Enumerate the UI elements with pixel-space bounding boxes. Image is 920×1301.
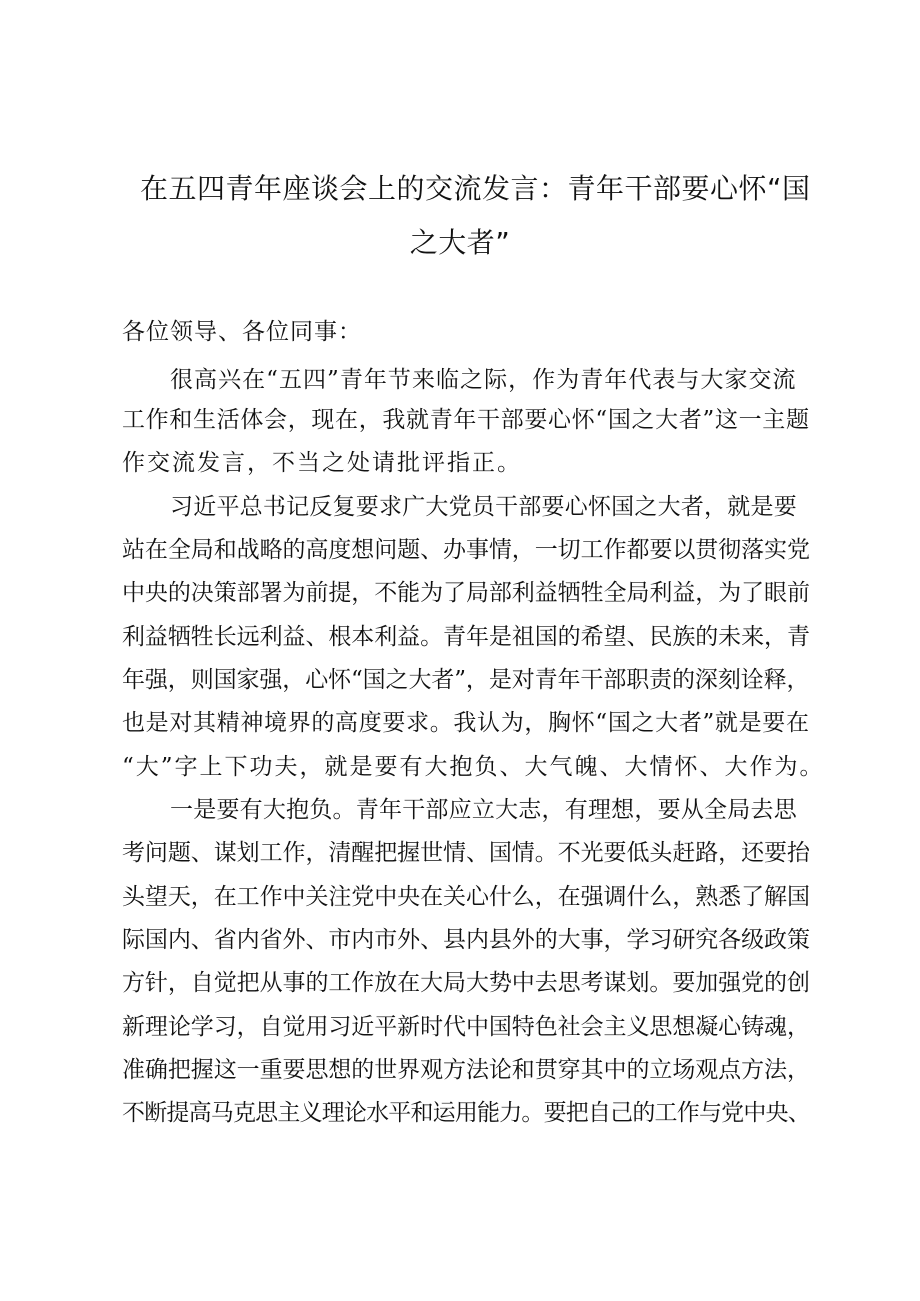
paragraph-2-line-4: 利益牺牲长远利益、根本利益。青年是祖国的希望、民族的未来，青 [122,624,810,650]
paragraph-3-line-5: 方针，自觉把从事的工作放在大局大势中去思考谋划。要加强党的创 [122,970,810,996]
paragraph-3-line-3: 头望天，在工作中关注党中央在关心什么，在强调什么，熟悉了解国 [122,884,810,910]
document-title-line-1: 在五四青年座谈会上的交流发言：青年干部要心怀“国 [140,172,811,205]
paragraph-3-line-1: 一是要有大抱负。青年干部应立大志，有理想，要从全局去思 [170,797,797,823]
salutation: 各位领导、各位同事： [122,319,362,345]
paragraph-3-line-4: 际国内、省内省外、市内市外、县内县外的大事，学习研究各级政策 [122,927,810,953]
paragraph-1-line-3: 作交流发言，不当之处请批评指正。 [122,450,522,476]
paragraph-3-line-6: 新理论学习，自觉用习近平新时代中国特色社会主义思想凝心铸魂， [122,1014,810,1040]
paragraph-2-line-5: 年强，则国家强，心怀“国之大者”，是对青年干部职责的深刻诠释， [122,667,810,693]
paragraph-2-line-2: 站在全局和战略的高度想问题、办事情，一切工作都要以贯彻落实党 [122,537,810,563]
paragraph-2-line-6: 也是对其精神境界的高度要求。我认为，胸怀“国之大者”就是要在 [122,710,810,736]
paragraph-2-line-7: “大”字上下功夫，就是要有大抱负、大气魄、大情怀、大作为。 [122,754,825,780]
document-title-line-2: 之大者” [409,226,511,259]
paragraph-3-line-8: 不断提高马克思主义理论水平和运用能力。要把自己的工作与党中央、 [122,1100,810,1126]
paragraph-3-line-2: 考问题、谋划工作，清醒把握世情、国情。不光要低头赶路，还要抬 [122,840,810,866]
paragraph-1-line-2: 工作和生活体会，现在，我就青年干部要心怀“国之大者”这一主题 [122,407,810,433]
paragraph-3-line-7: 准确把握这一重要思想的世界观方法论和贯穿其中的立场观点方法， [122,1057,810,1083]
paragraph-1-line-1: 很高兴在“五四”青年节来临之际，作为青年代表与大家交流 [170,367,797,393]
paragraph-2-line-3: 中央的决策部署为前提，不能为了局部利益牺牲全局利益，为了眼前 [122,580,810,606]
paragraph-2-line-1: 习近平总书记反复要求广大党员干部要心怀国之大者，就是要 [170,494,797,520]
